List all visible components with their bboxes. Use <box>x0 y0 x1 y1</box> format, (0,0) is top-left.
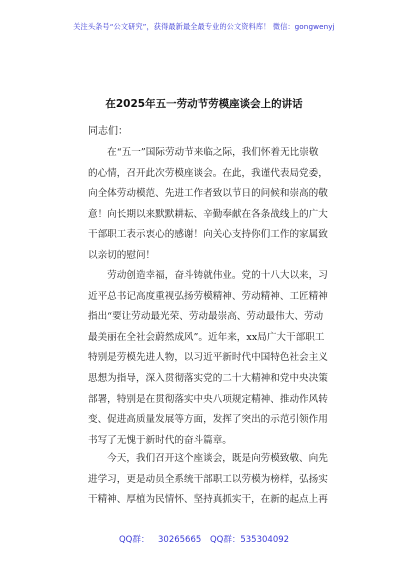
paragraph-line: 向全体劳动模范、先进工作者致以节日的问候和崇高的敬 <box>88 188 328 200</box>
paragraph-line: 劳动创造幸福，奋斗铸就伟业。党的十八大以来，习 <box>88 270 328 281</box>
paragraph-line: 最美丽在全社会蔚然成风”。近年来，xx局广大干部职工 <box>88 331 325 343</box>
paragraph-line: 书写了无愧于新时代的奋斗篇章。 <box>88 434 232 446</box>
paragraph-1 <box>88 143 346 267</box>
paragraph-3 <box>88 449 346 511</box>
paragraph-2 <box>88 266 346 451</box>
paragraph-line: 干精神、厚植为民情怀、坚持真抓实干，在新的起点上再 <box>88 494 328 506</box>
header-banner: 关注头条号“公文研究”，获得最新最全最专业的公文资料库！ 微信：gongwenyj <box>73 22 335 31</box>
paragraph-line: 思想为指导，深入贯彻落实党的二十大精神和党中央决策 <box>88 372 328 384</box>
paragraph-line: 进学习，更是动员全系统干部职工以劳模为榜样，弘扬实 <box>88 473 328 485</box>
paragraph-line: 干部职工表示衷心的感谢！向关心支持你们工作的家属致 <box>88 229 328 241</box>
paragraph-line: 意！向长期以来默默耕耘、辛勤奉献在各条战线上的广大 <box>88 208 328 220</box>
paragraph-line: 特别是劳模先进人物，以习近平新时代中国特色社会主义 <box>88 352 328 364</box>
paragraph-line: 在“五一”国际劳动节来临之际，我们怀着无比崇敬 <box>88 147 319 158</box>
paragraph-line: 的心情，召开此次劳模座谈会。在此，我谨代表局党委， <box>88 167 328 179</box>
paragraph-line: 部署，特别是在贯彻落实中央八项规定精神、推动作风转 <box>88 393 328 405</box>
paragraph-line: 近平总书记高度重视弘扬劳模精神、劳动精神、工匠精神 <box>88 290 328 302</box>
paragraph-line: 指出“要让劳动最光荣、劳动最崇高、劳动最伟大、劳动 <box>88 311 324 323</box>
paragraph-line: 变、促进高质量发展等方面，发挥了突出的示范引领作用 <box>88 414 328 426</box>
footer-qq-groups: QQ群： 30265665 QQ群：535304092 <box>118 535 290 545</box>
paragraph-line: 今天，我们召开这个座谈会，既是向劳模致敬、向先 <box>88 453 328 464</box>
salutation: 同志们： <box>88 126 128 137</box>
document-title: 在2025年五一劳动节劳模座谈会上的讲话 <box>105 98 303 110</box>
paragraph-line: 以亲切的慰问！ <box>88 249 156 261</box>
